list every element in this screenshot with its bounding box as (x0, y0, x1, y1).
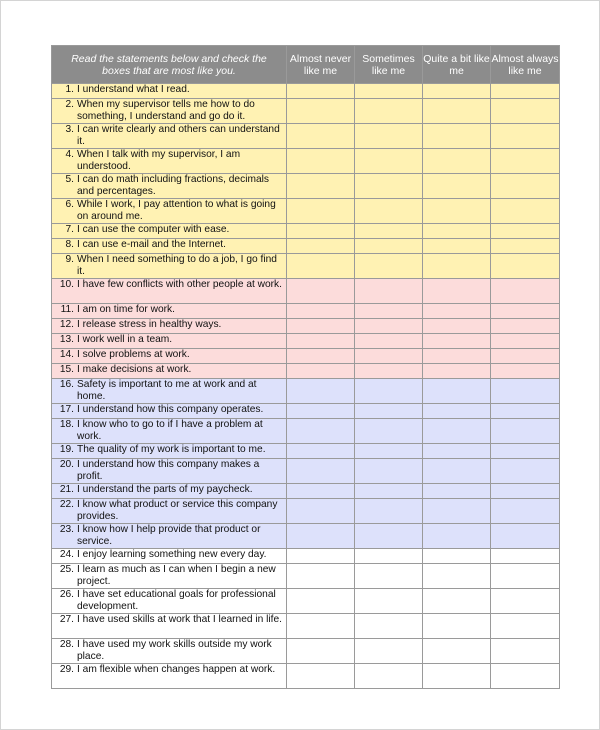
almost-never-checkbox[interactable] (287, 564, 355, 589)
sometimes-checkbox[interactable] (355, 444, 423, 459)
almost-never-checkbox[interactable] (287, 304, 355, 319)
sometimes-checkbox[interactable] (355, 149, 423, 174)
statement-text: Safety is important to me at work and at home. (77, 379, 257, 402)
almost-never-checkbox[interactable] (287, 614, 355, 639)
table-row (52, 334, 560, 349)
statement-number: 23. (59, 524, 74, 535)
quite-a-bit-checkbox[interactable] (423, 664, 491, 689)
almost-always-checkbox[interactable] (491, 239, 560, 254)
statement-text: I understand how this company makes a profit. (77, 459, 260, 482)
sometimes-checkbox[interactable] (355, 614, 423, 639)
statement-number: 8. (65, 239, 74, 250)
statement-cell (52, 254, 287, 279)
sometimes-checkbox[interactable] (355, 224, 423, 239)
almost-always-checkbox[interactable] (491, 84, 560, 99)
quite-a-bit-checkbox[interactable] (423, 444, 491, 459)
statement-number: 18. (59, 419, 74, 430)
statement-text: I have set educational goals for professional development. (77, 589, 276, 612)
almost-never-checkbox[interactable] (287, 419, 355, 444)
sometimes-checkbox[interactable] (355, 419, 423, 444)
sometimes-checkbox[interactable] (355, 379, 423, 404)
table-row (52, 614, 560, 639)
almost-never-checkbox[interactable] (287, 379, 355, 404)
table-row (52, 564, 560, 589)
quite-a-bit-checkbox[interactable] (423, 549, 491, 564)
statement-number: 20. (59, 459, 74, 470)
quite-a-bit-checkbox[interactable] (423, 124, 491, 149)
table-row (52, 224, 560, 239)
quite-a-bit-checkbox[interactable] (423, 304, 491, 319)
table-row (52, 84, 560, 99)
almost-never-checkbox[interactable] (287, 279, 355, 304)
almost-never-checkbox[interactable] (287, 224, 355, 239)
quite-a-bit-checkbox[interactable] (423, 279, 491, 304)
quite-a-bit-checkbox[interactable] (423, 199, 491, 224)
almost-never-checkbox[interactable] (287, 149, 355, 174)
almost-never-checkbox[interactable] (287, 319, 355, 334)
table-row (52, 444, 560, 459)
statement-text: I release stress in healthy ways. (77, 319, 222, 330)
sometimes-checkbox[interactable] (355, 239, 423, 254)
almost-never-checkbox[interactable] (287, 524, 355, 549)
statement-cell (52, 459, 287, 484)
statement-number: 27. (59, 614, 74, 625)
statement-number: 14. (59, 349, 74, 360)
sometimes-checkbox[interactable] (355, 589, 423, 614)
statement-cell (52, 614, 287, 639)
almost-always-checkbox[interactable] (491, 499, 560, 524)
sometimes-checkbox[interactable] (355, 124, 423, 149)
statement-text: I understand how this company operates. (77, 404, 264, 415)
sometimes-checkbox[interactable] (355, 334, 423, 349)
almost-always-checkbox[interactable] (491, 524, 560, 549)
statement-number: 17. (59, 404, 74, 415)
statement-text: When I need something to do a job, I go find it. (77, 254, 277, 277)
table-row (52, 549, 560, 564)
statement-text: I am on time for work. (77, 304, 175, 315)
almost-always-checkbox[interactable] (491, 419, 560, 444)
almost-always-checkbox[interactable] (491, 149, 560, 174)
table-row (52, 484, 560, 499)
column-header-almost-always: Almost always like me (491, 46, 560, 84)
statement-cell (52, 379, 287, 404)
statement-number: 21. (59, 484, 74, 495)
table-row (52, 99, 560, 124)
statement-cell (52, 444, 287, 459)
almost-never-checkbox[interactable] (287, 499, 355, 524)
statement-text: I can do math including fractions, decimals and percentages. (77, 174, 269, 197)
almost-always-checkbox[interactable] (491, 199, 560, 224)
table-row (52, 349, 560, 364)
table-row (52, 319, 560, 334)
statement-text: I have used my work skills outside my work place. (77, 639, 272, 662)
statement-number: 7. (65, 224, 74, 235)
statement-cell (52, 419, 287, 444)
statement-text: I can use the computer with ease. (77, 224, 230, 235)
instructions-header: Read the statements below and check the boxes that are most like you. (52, 46, 287, 84)
statement-cell (52, 279, 287, 304)
almost-always-checkbox[interactable] (491, 304, 560, 319)
table-row (52, 239, 560, 254)
statement-cell (52, 664, 287, 689)
statement-cell (52, 84, 287, 99)
statement-rows (52, 84, 560, 689)
statement-cell (52, 639, 287, 664)
sometimes-checkbox[interactable] (355, 499, 423, 524)
table-row (52, 404, 560, 419)
almost-never-checkbox[interactable] (287, 239, 355, 254)
almost-always-checkbox[interactable] (491, 404, 560, 419)
statement-cell (52, 589, 287, 614)
table-row (52, 279, 560, 304)
statement-text: I know who to go to if I have a problem at work. (77, 419, 263, 442)
statement-number: 12. (59, 319, 74, 330)
quite-a-bit-checkbox[interactable] (423, 379, 491, 404)
almost-always-checkbox[interactable] (491, 639, 560, 664)
quite-a-bit-checkbox[interactable] (423, 404, 491, 419)
statement-text: I know what product or service this company provides. (77, 499, 278, 522)
almost-always-checkbox[interactable] (491, 549, 560, 564)
statement-text: The quality of my work is important to me. (77, 444, 266, 455)
statement-cell (52, 174, 287, 199)
almost-always-checkbox[interactable] (491, 279, 560, 304)
table-row (52, 149, 560, 174)
quite-a-bit-checkbox[interactable] (423, 459, 491, 484)
statement-number: 25. (59, 564, 74, 575)
table-row (52, 379, 560, 404)
almost-always-checkbox[interactable] (491, 254, 560, 279)
almost-always-checkbox[interactable] (491, 99, 560, 124)
column-header-sometimes: Sometimes like me (355, 46, 423, 84)
sometimes-checkbox[interactable] (355, 364, 423, 379)
sometimes-checkbox[interactable] (355, 639, 423, 664)
sometimes-checkbox[interactable] (355, 279, 423, 304)
column-header-almost-never: Almost never like me (287, 46, 355, 84)
quite-a-bit-checkbox[interactable] (423, 349, 491, 364)
almost-never-checkbox[interactable] (287, 364, 355, 379)
statement-text: I know how I help provide that product or service. (77, 524, 261, 547)
table-row (52, 524, 560, 549)
almost-always-checkbox[interactable] (491, 334, 560, 349)
almost-never-checkbox[interactable] (287, 484, 355, 499)
statement-text: I understand what I read. (77, 84, 190, 95)
almost-never-checkbox[interactable] (287, 444, 355, 459)
table-row (52, 459, 560, 484)
statement-text: I work well in a team. (77, 334, 173, 345)
almost-always-checkbox[interactable] (491, 349, 560, 364)
almost-always-checkbox[interactable] (491, 224, 560, 239)
almost-always-checkbox[interactable] (491, 319, 560, 334)
table-row (52, 499, 560, 524)
sometimes-checkbox[interactable] (355, 304, 423, 319)
statement-number: 22. (59, 499, 74, 510)
almost-always-checkbox[interactable] (491, 459, 560, 484)
quite-a-bit-checkbox[interactable] (423, 614, 491, 639)
statement-cell (52, 99, 287, 124)
statement-text: I have used skills at work that I learned in life. (77, 614, 282, 625)
sometimes-checkbox[interactable] (355, 549, 423, 564)
statement-text: I can write clearly and others can understand it. (77, 124, 280, 147)
almost-never-checkbox[interactable] (287, 639, 355, 664)
quite-a-bit-checkbox[interactable] (423, 419, 491, 444)
statement-cell (52, 319, 287, 334)
sometimes-checkbox[interactable] (355, 174, 423, 199)
quite-a-bit-checkbox[interactable] (423, 334, 491, 349)
statement-number: 3. (65, 124, 74, 135)
almost-never-checkbox[interactable] (287, 549, 355, 564)
almost-always-checkbox[interactable] (491, 614, 560, 639)
sometimes-checkbox[interactable] (355, 524, 423, 549)
sometimes-checkbox[interactable] (355, 484, 423, 499)
statement-text: When my supervisor tells me how to do something, I understand and go do it. (77, 99, 255, 122)
almost-never-checkbox[interactable] (287, 124, 355, 149)
table-row (52, 304, 560, 319)
quite-a-bit-checkbox[interactable] (423, 319, 491, 334)
statement-text: When I talk with my supervisor, I am understood. (77, 149, 241, 172)
statement-number: 10. (59, 279, 74, 290)
statement-text: I enjoy learning something new every day. (77, 549, 267, 560)
statement-number: 1. (65, 84, 74, 95)
table-row (52, 664, 560, 689)
sometimes-checkbox[interactable] (355, 459, 423, 484)
quite-a-bit-checkbox[interactable] (423, 524, 491, 549)
statement-number: 19. (59, 444, 74, 455)
table-row (52, 639, 560, 664)
statement-cell (52, 499, 287, 524)
statement-text: I am flexible when changes happen at work. (77, 664, 276, 675)
statement-number: 16. (59, 379, 74, 390)
statement-cell (52, 199, 287, 224)
statement-cell (52, 364, 287, 379)
statement-number: 4. (65, 149, 74, 160)
statement-text: I learn as much as I can when I begin a new project. (77, 564, 276, 587)
almost-always-checkbox[interactable] (491, 589, 560, 614)
almost-always-checkbox[interactable] (491, 174, 560, 199)
statement-cell (52, 564, 287, 589)
almost-always-checkbox[interactable] (491, 379, 560, 404)
statement-number: 24. (59, 549, 74, 560)
statement-text: I make decisions at work. (77, 364, 192, 375)
almost-never-checkbox[interactable] (287, 99, 355, 124)
quite-a-bit-checkbox[interactable] (423, 639, 491, 664)
almost-never-checkbox[interactable] (287, 589, 355, 614)
statement-number: 9. (65, 254, 74, 265)
statement-text: I understand the parts of my paycheck. (77, 484, 253, 495)
statement-number: 15. (59, 364, 74, 375)
quite-a-bit-checkbox[interactable] (423, 564, 491, 589)
almost-never-checkbox[interactable] (287, 459, 355, 484)
sometimes-checkbox[interactable] (355, 664, 423, 689)
almost-never-checkbox[interactable] (287, 174, 355, 199)
almost-always-checkbox[interactable] (491, 484, 560, 499)
statement-cell (52, 549, 287, 564)
table-row (52, 174, 560, 199)
statement-cell (52, 239, 287, 254)
statement-cell (52, 334, 287, 349)
statement-text: I can use e-mail and the Internet. (77, 239, 226, 250)
sometimes-checkbox[interactable] (355, 84, 423, 99)
table-row (52, 254, 560, 279)
statement-cell (52, 304, 287, 319)
quite-a-bit-checkbox[interactable] (423, 254, 491, 279)
almost-never-checkbox[interactable] (287, 199, 355, 224)
table-row (52, 124, 560, 149)
statement-cell (52, 484, 287, 499)
statement-number: 2. (65, 99, 74, 110)
statement-cell (52, 404, 287, 419)
statement-number: 28. (59, 639, 74, 650)
quite-a-bit-checkbox[interactable] (423, 84, 491, 99)
almost-never-checkbox[interactable] (287, 84, 355, 99)
self-assessment-table (51, 45, 560, 689)
almost-never-checkbox[interactable] (287, 664, 355, 689)
quite-a-bit-checkbox[interactable] (423, 499, 491, 524)
almost-never-checkbox[interactable] (287, 254, 355, 279)
quite-a-bit-checkbox[interactable] (423, 239, 491, 254)
statement-number: 11. (60, 304, 74, 315)
sometimes-checkbox[interactable] (355, 349, 423, 364)
quite-a-bit-checkbox[interactable] (423, 589, 491, 614)
statement-text: While I work, I pay attention to what is going on around me. (77, 199, 276, 222)
table-row (52, 364, 560, 379)
column-header-quite-a-bit: Quite a bit like me (423, 46, 491, 84)
sometimes-checkbox[interactable] (355, 199, 423, 224)
statement-number: 29. (59, 664, 74, 675)
almost-never-checkbox[interactable] (287, 334, 355, 349)
statement-number: 13. (59, 334, 74, 345)
almost-always-checkbox[interactable] (491, 564, 560, 589)
statement-text: I have few conflicts with other people at work. (77, 279, 282, 290)
quite-a-bit-checkbox[interactable] (423, 149, 491, 174)
almost-always-checkbox[interactable] (491, 664, 560, 689)
statement-cell (52, 349, 287, 364)
table-header-row (52, 46, 560, 84)
statement-cell (52, 124, 287, 149)
quite-a-bit-checkbox[interactable] (423, 99, 491, 124)
sometimes-checkbox[interactable] (355, 404, 423, 419)
quite-a-bit-checkbox[interactable] (423, 364, 491, 379)
statement-number: 26. (59, 589, 74, 600)
sometimes-checkbox[interactable] (355, 99, 423, 124)
table-row (52, 199, 560, 224)
almost-always-checkbox[interactable] (491, 444, 560, 459)
sometimes-checkbox[interactable] (355, 254, 423, 279)
sometimes-checkbox[interactable] (355, 319, 423, 334)
statement-number: 5. (65, 174, 74, 185)
quite-a-bit-checkbox[interactable] (423, 484, 491, 499)
quite-a-bit-checkbox[interactable] (423, 224, 491, 239)
almost-never-checkbox[interactable] (287, 349, 355, 364)
table-row (52, 419, 560, 444)
statement-cell (52, 524, 287, 549)
statement-text: I solve problems at work. (77, 349, 190, 360)
table-row (52, 589, 560, 614)
almost-always-checkbox[interactable] (491, 124, 560, 149)
sometimes-checkbox[interactable] (355, 564, 423, 589)
statement-number: 6. (65, 199, 74, 210)
almost-never-checkbox[interactable] (287, 404, 355, 419)
almost-always-checkbox[interactable] (491, 364, 560, 379)
quite-a-bit-checkbox[interactable] (423, 174, 491, 199)
statement-cell (52, 149, 287, 174)
statement-cell (52, 224, 287, 239)
